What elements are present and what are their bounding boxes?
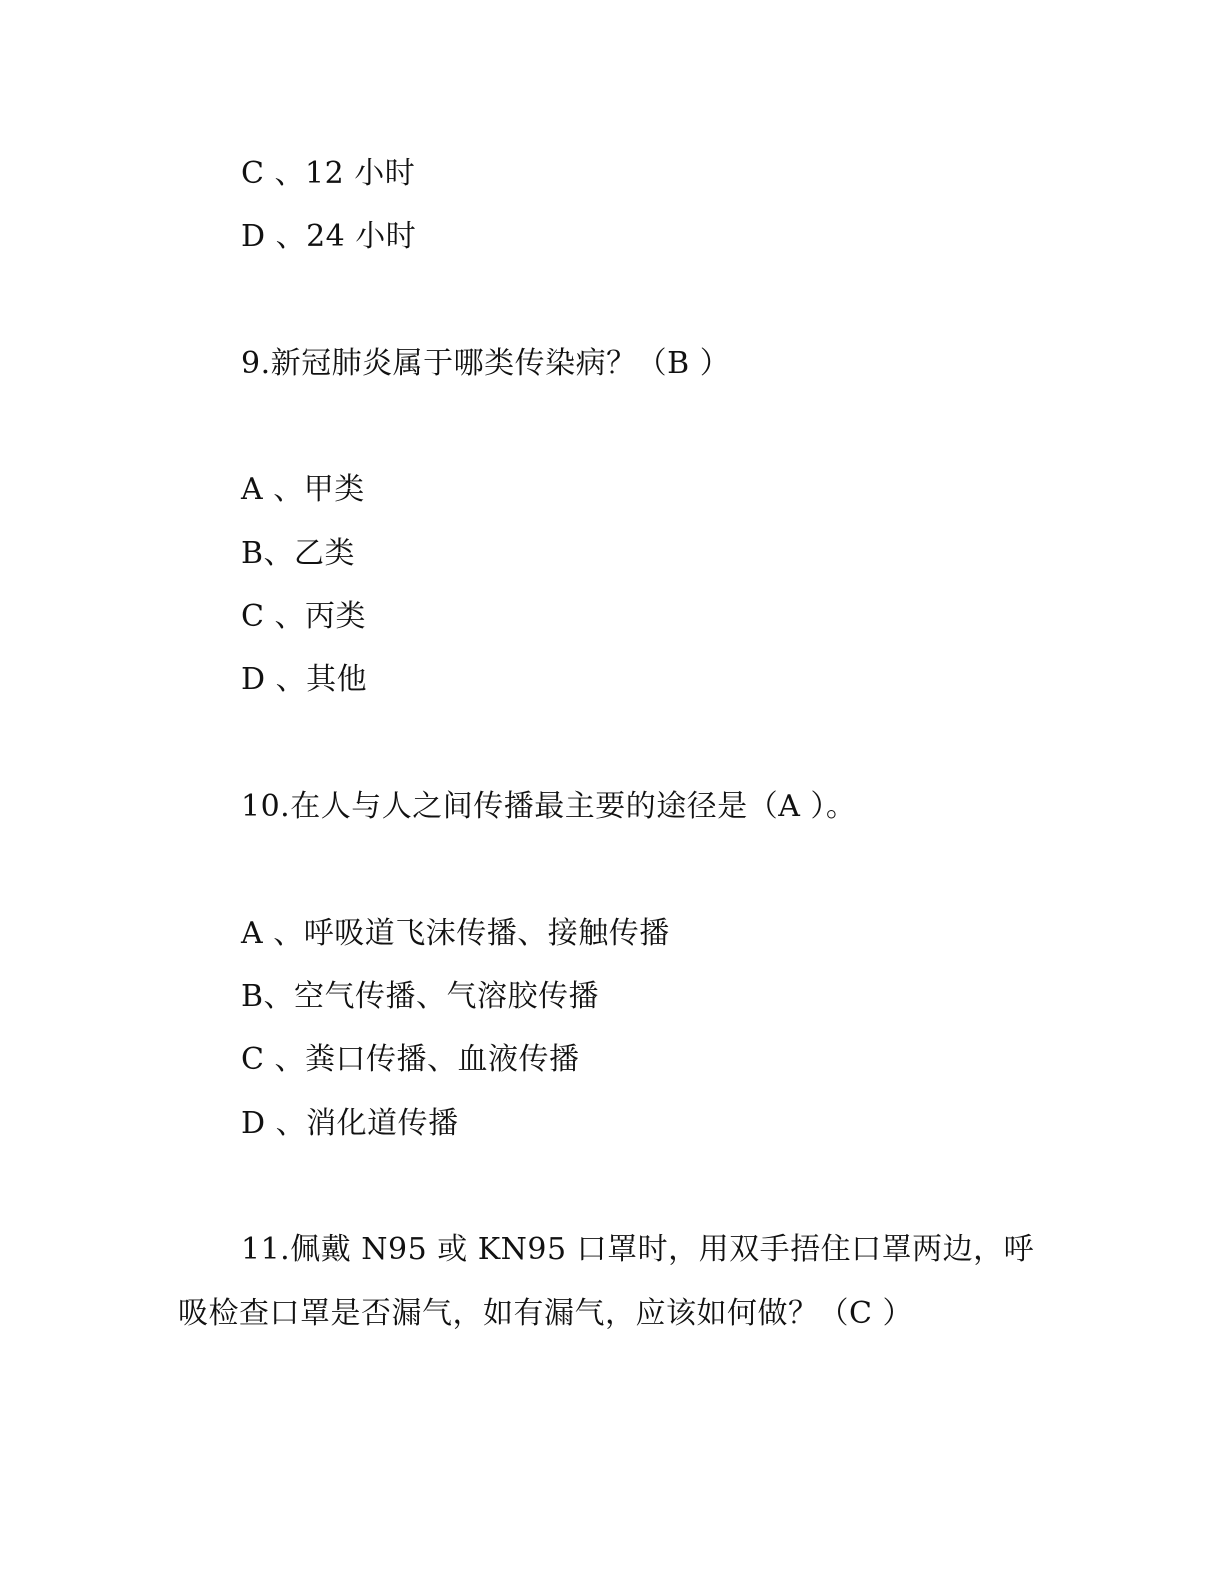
q8-option-d: D 、24 小时 [241,219,417,254]
q11-question-line1: 11.佩戴 N95 或 KN95 口罩时，用双手捂住口罩两边，呼 [241,1232,1035,1267]
q10-option-a: A 、呼吸道飞沫传播、接触传播 [241,916,670,951]
q9-option-c: C 、丙类 [241,599,366,634]
q10-option-d: D 、消化道传播 [241,1106,459,1141]
q9-option-d: D 、其他 [241,662,368,697]
q11-question-line2: 吸检查口罩是否漏气，如有漏气，应该如何做？（C ） [178,1296,913,1331]
q9-question: 9.新冠肺炎属于哪类传染病？（B ） [241,346,731,381]
q10-option-b: B、空气传播、气溶胶传播 [241,979,600,1014]
q10-option-c: C 、粪口传播、血液传播 [241,1042,580,1077]
q9-option-a: A 、甲类 [241,472,365,507]
q10-question: 10.在人与人之间传播最主要的途径是（A ）。 [241,789,857,824]
q8-option-c: C 、12 小时 [241,156,416,191]
q9-option-b: B、乙类 [241,536,356,571]
